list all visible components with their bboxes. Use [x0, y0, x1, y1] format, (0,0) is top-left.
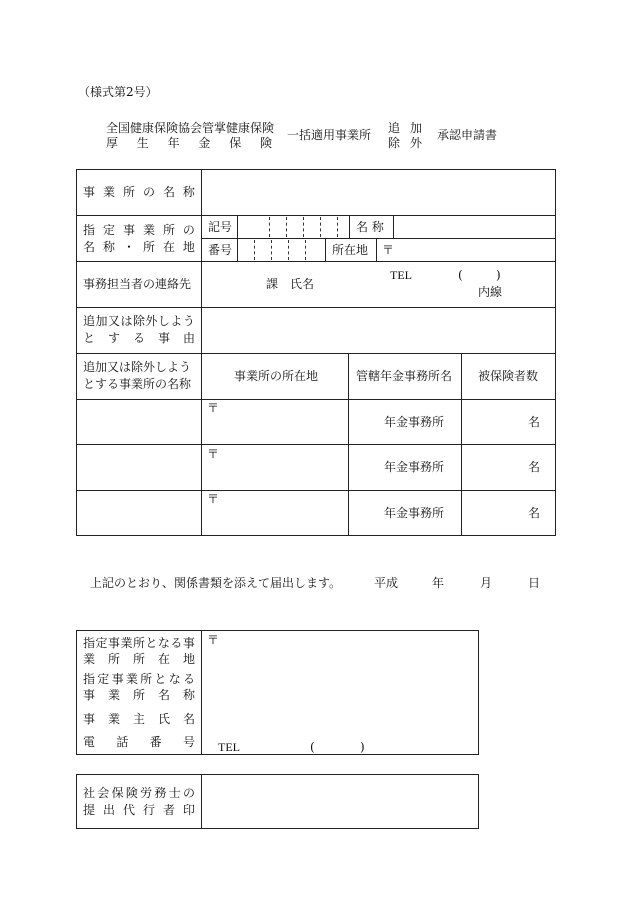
- title-suffix: 承認申請書: [437, 128, 498, 142]
- office-name-field[interactable]: [202, 170, 555, 215]
- char: 番: [149, 735, 162, 749]
- char: 所: [132, 636, 145, 650]
- bango-field[interactable]: [238, 239, 324, 261]
- designated-name-field[interactable]: [394, 216, 555, 238]
- char: 社: [83, 786, 96, 800]
- char: 印: [182, 803, 195, 817]
- char: 加: [95, 314, 108, 328]
- char: 業: [120, 636, 133, 650]
- char: 由: [182, 331, 195, 345]
- row-postal-mark: 〒: [207, 492, 220, 506]
- char: 代: [122, 803, 135, 817]
- owner-name-label: [83, 713, 195, 725]
- char: る: [182, 672, 195, 686]
- char: 称: [102, 240, 115, 254]
- paren-open: (: [458, 268, 463, 282]
- char: 会: [97, 786, 110, 800]
- char: 業: [107, 712, 120, 726]
- target-office-label-2: とする事業所の名称: [83, 377, 192, 391]
- applicant-address-label-1: [83, 637, 195, 649]
- char: 外: [409, 136, 422, 150]
- char: 氏: [157, 712, 170, 726]
- char: 指: [83, 672, 96, 686]
- agent-label-2: [83, 804, 195, 816]
- designated-office-label-2: [83, 241, 195, 253]
- char: 号: [182, 735, 195, 749]
- char: 所: [140, 672, 153, 686]
- designated-office-label-1: [83, 224, 195, 236]
- char: 主: [132, 712, 145, 726]
- char: 指: [83, 223, 96, 237]
- col-pension-office-header: 管轄年金事務所名: [356, 369, 453, 383]
- char: 名: [157, 688, 170, 702]
- char: 所: [132, 688, 145, 702]
- char: 業: [83, 652, 96, 666]
- char: 定: [97, 672, 110, 686]
- title-insurer-line1: 全国健康保険協会管掌健康保険: [106, 121, 275, 135]
- char: 定: [102, 223, 115, 237]
- char: 年: [167, 136, 180, 150]
- reason-label-1: [83, 315, 195, 327]
- row-pension-office: 年金事務所: [384, 415, 445, 429]
- char: 出: [102, 803, 115, 817]
- col-location-header: 事業所の所在地: [234, 369, 319, 383]
- char: な: [168, 672, 181, 686]
- applicant-name-label-1: [83, 673, 195, 685]
- char: 士: [168, 786, 181, 800]
- char: 又: [107, 314, 120, 328]
- char: と: [154, 672, 167, 686]
- char: ・: [122, 240, 135, 254]
- char: 加: [409, 121, 422, 135]
- char: 険: [259, 136, 272, 150]
- char: 定: [95, 636, 108, 650]
- char: 話: [116, 735, 129, 749]
- char: 事: [157, 331, 170, 345]
- kigo-label: 記号: [208, 220, 233, 234]
- target-office-label-1: 追加又は除外しよう: [83, 360, 192, 374]
- applicant-address-label-2: [83, 653, 195, 665]
- applicant-name-label-2: [83, 689, 195, 701]
- char: 事: [83, 185, 96, 199]
- title-insurer-line2: [106, 137, 272, 149]
- form-number: （様式第2号）: [78, 85, 158, 99]
- char: 電: [83, 735, 96, 749]
- char: 名: [83, 240, 96, 254]
- char: よ: [170, 314, 183, 328]
- char: 除: [388, 136, 401, 150]
- char: 業: [107, 688, 120, 702]
- char: 提: [83, 803, 96, 817]
- reason-label-2: [83, 332, 195, 344]
- char: 生: [136, 136, 149, 150]
- row-count-unit: 名: [528, 415, 541, 429]
- char: は: [120, 314, 133, 328]
- char: る: [170, 636, 183, 650]
- date-month: 月: [480, 576, 493, 590]
- statement-text: 上記のとおり、関係書類を添えて届出します。: [90, 576, 342, 590]
- char: う: [182, 314, 195, 328]
- title-middle: 一括適用事業所: [287, 128, 372, 142]
- ka-shimei-label: 課 氏名: [266, 277, 315, 291]
- contact-field[interactable]: [202, 262, 555, 307]
- date-year: 年: [432, 576, 445, 590]
- target-office-name-field[interactable]: [77, 400, 201, 444]
- char: 業: [125, 672, 138, 686]
- char: 労: [140, 786, 153, 800]
- applicant-postal-mark: 〒: [207, 633, 220, 647]
- char: 事: [122, 223, 135, 237]
- char: 保: [111, 786, 124, 800]
- row-count-unit: 名: [528, 506, 541, 520]
- char: 地: [182, 240, 195, 254]
- postal-mark: 〒: [382, 243, 395, 257]
- target-office-name-field[interactable]: [77, 445, 201, 490]
- char: 業: [142, 223, 155, 237]
- col-insured-header: 被保険者数: [478, 369, 539, 383]
- office-name-label: [83, 186, 195, 198]
- target-office-name-field[interactable]: [77, 491, 201, 535]
- char: 金: [198, 136, 211, 150]
- char: 在: [162, 240, 175, 254]
- char: 事: [182, 636, 195, 650]
- phone-label: [83, 736, 195, 748]
- applicant-paren-open: (: [310, 740, 315, 754]
- applicant-paren-close: ): [360, 740, 365, 754]
- row-pension-office: 年金事務所: [384, 460, 445, 474]
- char: 事: [111, 672, 124, 686]
- char: 所: [122, 185, 135, 199]
- char: 者: [162, 803, 175, 817]
- char: る: [132, 331, 145, 345]
- title-add: [388, 122, 422, 134]
- kigo-field[interactable]: [238, 216, 348, 238]
- char: 行: [142, 803, 155, 817]
- char: 厚: [106, 136, 119, 150]
- row-pension-office: 年金事務所: [384, 506, 445, 520]
- char: 指: [83, 636, 96, 650]
- meisho-label: 名 称: [356, 220, 384, 234]
- contact-label: 事務担当者の連絡先: [83, 277, 192, 291]
- char: な: [157, 636, 170, 650]
- applicant-tel-label: TEL: [218, 740, 240, 754]
- char: す: [107, 331, 120, 345]
- char: 務: [154, 786, 167, 800]
- char: と: [83, 331, 96, 345]
- char: 業: [102, 185, 115, 199]
- applicant-info-field[interactable]: [202, 631, 478, 754]
- char: 事: [83, 688, 96, 702]
- paren-close: ): [496, 268, 501, 282]
- char: 称: [182, 185, 195, 199]
- agent-label-1: [83, 787, 195, 799]
- reason-field[interactable]: [202, 308, 555, 353]
- char: の: [182, 223, 195, 237]
- char: 地: [182, 652, 195, 666]
- char: 称: [182, 688, 195, 702]
- char: 名: [162, 185, 175, 199]
- char: 所: [132, 652, 145, 666]
- char: 所: [142, 240, 155, 254]
- char: 在: [157, 652, 170, 666]
- date-day: 日: [528, 576, 541, 590]
- row-postal-mark: 〒: [207, 401, 220, 415]
- char: 追: [388, 121, 401, 135]
- char: 所: [107, 652, 120, 666]
- title-remove: [388, 137, 422, 149]
- row-postal-mark: 〒: [207, 447, 220, 461]
- char: の: [142, 185, 155, 199]
- agent-seal-field[interactable]: [202, 775, 478, 828]
- shozaichi-label: 所在地: [332, 243, 369, 257]
- row-count-unit: 名: [528, 460, 541, 474]
- char: し: [157, 314, 170, 328]
- char: 除: [132, 314, 145, 328]
- naisen-label: 内線: [478, 285, 503, 299]
- char: 外: [145, 314, 158, 328]
- date-era: 平成: [374, 576, 399, 590]
- tel-label: TEL: [390, 268, 412, 282]
- char: 険: [125, 786, 138, 800]
- char: 所: [162, 223, 175, 237]
- char: 事: [83, 712, 96, 726]
- char: と: [145, 636, 158, 650]
- char: の: [182, 786, 195, 800]
- designated-address-field[interactable]: [396, 239, 555, 261]
- char: 事: [107, 636, 120, 650]
- char: 名: [182, 712, 195, 726]
- bango-label: 番号: [208, 243, 233, 257]
- char: 追: [83, 314, 96, 328]
- char: 保: [229, 136, 242, 150]
